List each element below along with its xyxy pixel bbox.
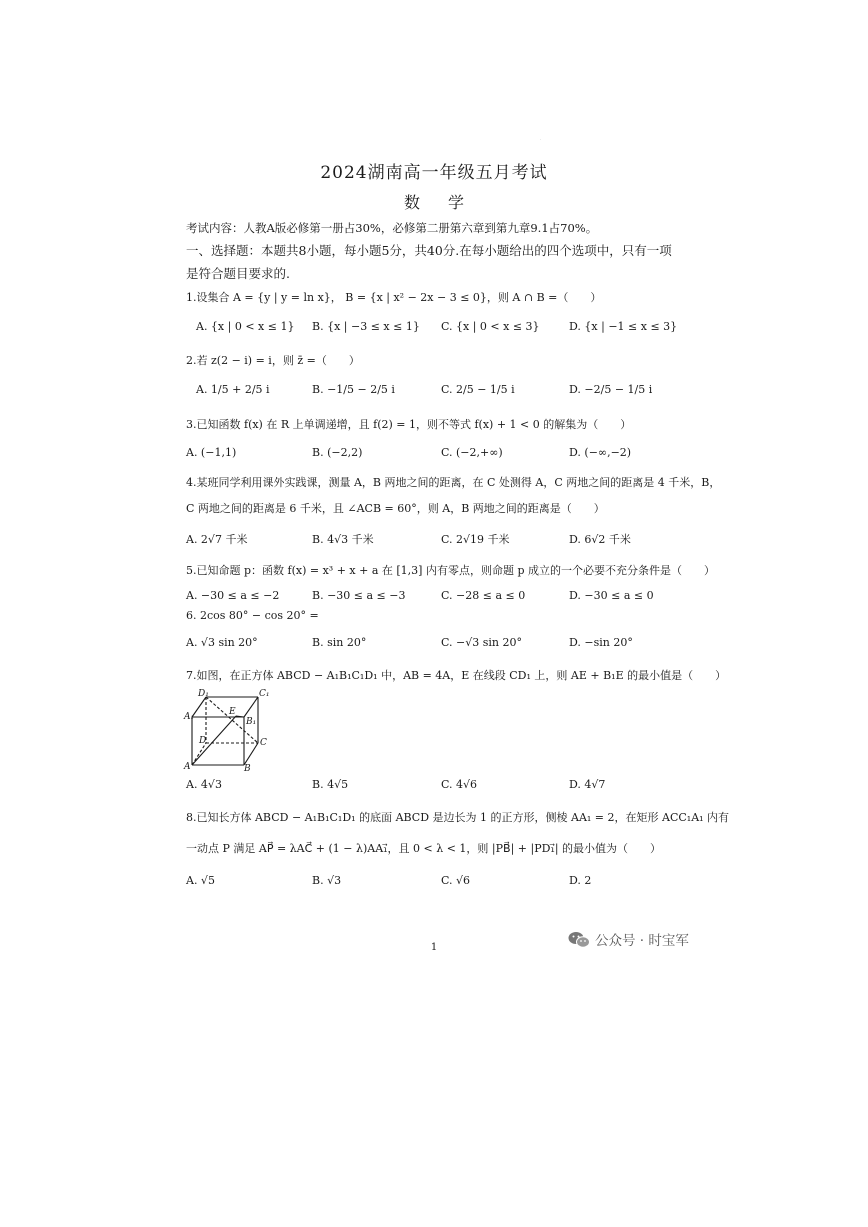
question-8-stem-line-2: 一动点 P 满足 AP⃗ = λAC⃗ + (1 − λ)AA₁⃗，且 0 < λ < 1，则 |PB⃗| + |PD₁⃗| 的最小值为（ ） — [186, 842, 662, 855]
question-4-stem-line-2: C 两地之间的距离是 6 千米，且 ∠ACB = 60°，则 A，B 两地之间的距离是（ ） — [186, 502, 605, 515]
section-instructions-line-1: 一、选择题：本题共8小题，每小题5分，共40分.在每小题给出的四个选项中，只有一项 — [186, 243, 672, 258]
question-7-option-a: A. 4√3 — [186, 778, 222, 791]
label-d1: D₁ — [198, 689, 209, 699]
question-2-option-a: A. 1/5 + 2/5 i — [196, 383, 270, 396]
question-5-option-d: D. −30 ≤ a ≤ 0 — [569, 589, 654, 602]
label-c: C — [260, 738, 267, 748]
question-4-option-b: B. 4√3 千米 — [312, 533, 374, 546]
question-7-option-b: B. 4√5 — [312, 778, 349, 791]
label-c1: C₁ — [259, 689, 270, 699]
section-instructions-line-2: 是符合题目要求的. — [186, 266, 290, 281]
question-2-stem: 2.若 z(2 − i) = i，则 z̄ =（ ） — [186, 354, 360, 367]
question-5-option-c: C. −28 ≤ a ≤ 0 — [441, 589, 526, 602]
question-1-stem: 1.设集合 A = {y | y = ln x}， B = {x | x² − 2x − 3 ≤ 0}，则 A ∩ B =（ ） — [186, 291, 602, 304]
question-4-option-d: D. 6√2 千米 — [569, 533, 631, 546]
question-1-option-b: B. {x | −3 ≤ x ≤ 1} — [312, 320, 420, 333]
question-1-option-c: C. {x | 0 < x ≤ 3} — [441, 320, 540, 333]
question-5-option-b: B. −30 ≤ a ≤ −3 — [312, 589, 406, 602]
question-3-option-d: D. (−∞,−2) — [569, 446, 632, 459]
question-7-option-c: C. 4√6 — [441, 778, 478, 791]
cube-figure — [184, 687, 270, 774]
question-3-option-b: B. (−2,2) — [312, 446, 363, 459]
label-e: E — [229, 707, 236, 717]
question-8-option-b: B. √3 — [312, 874, 342, 887]
question-8-option-a: A. √5 — [186, 874, 215, 887]
question-6-option-a: A. √3 sin 20° — [186, 636, 258, 649]
question-4-option-c: C. 2√19 千米 — [441, 533, 510, 546]
question-2-option-c: C. 2/5 − 1/5 i — [441, 383, 515, 396]
exam-scope: 考试内容：人教A版必修第一册占30%，必修第二册第六章到第九章9.1占70%。 — [186, 221, 598, 235]
question-6-stem: 6. 2cos 80° − cos 20° = — [186, 609, 319, 622]
question-2-option-b: B. −1/5 − 2/5 i — [312, 383, 395, 396]
question-6-option-c: C. −√3 sin 20° — [441, 636, 522, 649]
watermark-text: 公众号 · 时宝军 — [595, 933, 689, 949]
question-8-stem-line-1: 8.已知长方体 ABCD − A₁B₁C₁D₁ 的底面 ABCD 是边长为 1 的正方形，侧棱 AA₁ = 2，在矩形 ACC₁A₁ 内有 — [186, 811, 730, 824]
question-7-option-d: D. 4√7 — [569, 778, 606, 791]
label-b1: B₁ — [246, 717, 257, 727]
question-3-stem: 3.已知函数 f(x) 在 R 上单调递增，且 f(2) = 1，则不等式 f(x) + 1 < 0 的解集为（ ） — [186, 418, 632, 431]
subject-heading: 数学 — [403, 193, 492, 212]
question-8-option-c: C. √6 — [441, 874, 471, 887]
question-5-option-a: A. −30 ≤ a ≤ −2 — [186, 589, 280, 602]
question-3-option-a: A. (−1,1) — [186, 446, 237, 459]
label-a1: A₁ — [184, 712, 195, 722]
scan-speck: · — [540, 137, 542, 142]
question-6-option-d: D. −sin 20° — [569, 636, 633, 649]
question-5-stem: 5.已知命题 p：函数 f(x) = x³ + x + a 在 [1,3] 内有零点，则命题 p 成立的一个必要不充分条件是（ ） — [186, 564, 715, 577]
question-8-option-d: D. 2 — [569, 874, 592, 887]
page-number: 1 — [430, 942, 438, 953]
label-b: B — [244, 764, 251, 774]
label-a: A — [184, 762, 191, 772]
question-6-option-b: B. sin 20° — [312, 636, 367, 649]
question-7-stem: 7.如图，在正方体 ABCD − A₁B₁C₁D₁ 中，AB = 4A，E 在线段 CD₁ 上，则 AE + B₁E 的最小值是（ ） — [186, 669, 727, 682]
question-4-option-a: A. 2√7 千米 — [186, 533, 248, 546]
question-2-option-d: D. −2/5 − 1/5 i — [569, 383, 653, 396]
question-4-stem-line-1: 4.某班同学利用课外实践课，测量 A，B 两地之间的距离，在 C 处测得 A，C 两地之间的距离是 4 千米，B， — [186, 476, 721, 489]
label-d: D — [199, 736, 207, 746]
exam-title: 2024湖南高一年级五月考试 — [320, 163, 548, 183]
question-3-option-c: C. (−2,+∞) — [441, 446, 503, 459]
question-1-option-a: A. {x | 0 < x ≤ 1} — [196, 320, 295, 333]
question-1-option-d: D. {x | −1 ≤ x ≤ 3} — [569, 320, 678, 333]
